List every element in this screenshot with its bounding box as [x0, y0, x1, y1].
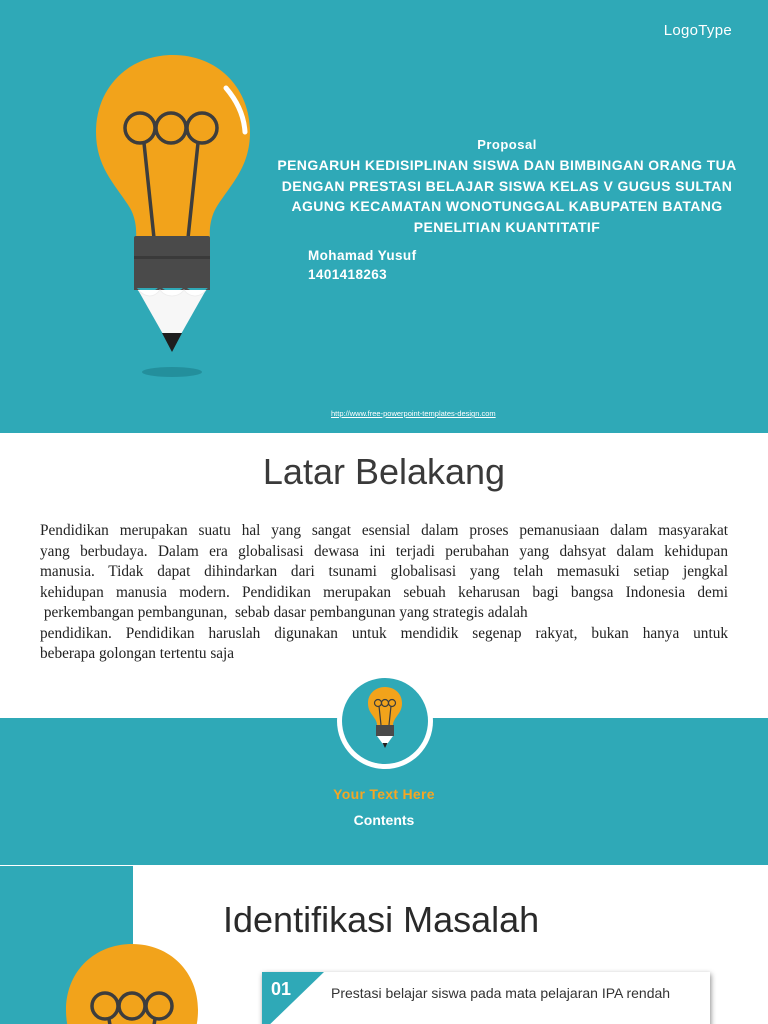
- body-line: perkembangan pembangunan, sebab dasar pembangunan yang strategis adalah: [40, 604, 528, 621]
- list-item: [262, 972, 710, 1024]
- title-line: PENELITIAN KUANTITATIF: [413, 218, 601, 235]
- proposal-title: [262, 155, 752, 237]
- lightbulb-pencil-icon: [366, 686, 404, 750]
- title-line: DENGAN PRESTASI BELAJAR SISWA KELAS V GUGUS SULTAN: [281, 177, 733, 194]
- contents-label: Contents: [353, 812, 415, 828]
- template-link[interactable]: http://www.free-powerpoint-templates-design.com: [331, 409, 496, 418]
- your-text-heading: Your Text Here: [333, 786, 435, 802]
- logotype: LogoType: [663, 22, 732, 39]
- slide-title: Latar Belakang: [262, 451, 506, 492]
- body-line: yang berbudaya. Dalam era globalisasi dewasa ini terjadi perubahan yang dahsyat dalam kehidupan: [40, 542, 728, 560]
- title-line: AGUNG KECAMATAN WONOTUNGGAL KABUPATEN BATANG: [291, 198, 723, 214]
- identifikasi-masalah-slide: [0, 866, 768, 1024]
- slide-title: Identifikasi Masalah: [223, 899, 540, 940]
- lightbulb-pencil-icon: [88, 50, 258, 390]
- lightbulb-pencil-icon: [62, 942, 202, 1024]
- author-id: 1401418263: [308, 267, 388, 282]
- latar-belakang-slide: [0, 433, 768, 865]
- body-line: Pendidikan merupakan suatu hal yang sangat esensial dalam proses pemanusiaan dalam masyarakat: [40, 522, 728, 539]
- proposal-label: Proposal: [477, 137, 537, 152]
- body-line: manusia. Tidak dapat dihindarkan dari tsunami globalisasi yang telah memasuki setiap jengkal: [40, 563, 728, 580]
- body-line: kehidupan manusia modern. Pendidikan merupakan sebuah keharusan bagi bangsa Indonesia demi: [40, 583, 728, 601]
- author-info: [308, 246, 416, 284]
- body-line: pendidikan. Pendidikan haruslah digunakan untuk mendidik segenap rakyat, bukan hanya untuk: [40, 624, 728, 642]
- body-text: [40, 521, 728, 665]
- item-text: Prestasi belajar siswa pada mata pelajaran IPA rendah: [331, 985, 671, 1001]
- title-block: [262, 137, 752, 237]
- title-line: PENGARUH KEDISIPLINAN SISWA DAN BIMBINGAN ORANG TUA: [277, 157, 737, 173]
- title-slide: [0, 0, 768, 433]
- author-name: Mohamad Yusuf: [308, 248, 417, 263]
- item-number: 01: [271, 979, 292, 999]
- body-line: beberapa golongan tertentu saja: [40, 645, 235, 662]
